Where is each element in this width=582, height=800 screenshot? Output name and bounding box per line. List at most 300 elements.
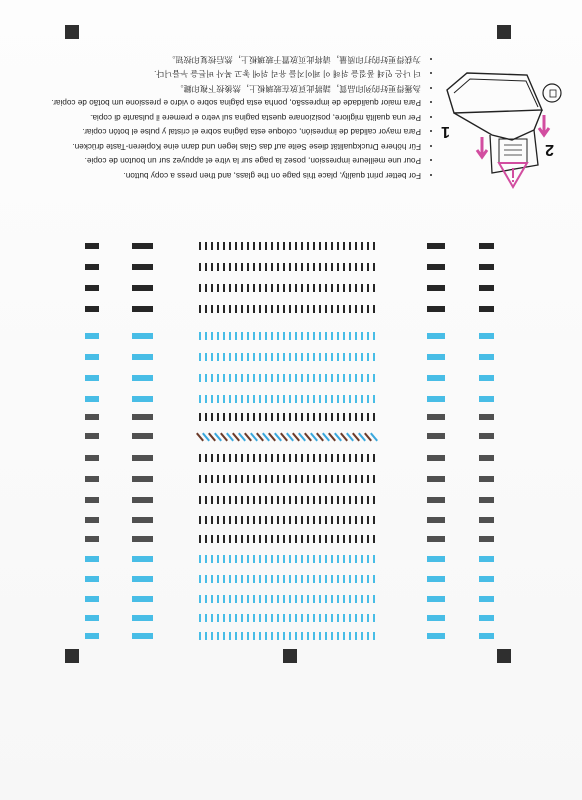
alignment-block <box>132 396 153 402</box>
alignment-bar <box>319 454 321 462</box>
alignment-bar <box>361 413 363 421</box>
alignment-bar <box>247 595 249 603</box>
alignment-bar <box>253 413 255 421</box>
alignment-bar <box>343 535 345 543</box>
alignment-bar <box>277 516 279 524</box>
alignment-bar <box>259 475 261 483</box>
alignment-bar <box>265 353 267 361</box>
alignment-bar <box>211 332 213 340</box>
alignment-block <box>427 633 445 639</box>
alignment-bar <box>205 555 207 563</box>
alignment-block <box>132 517 153 523</box>
alignment-block <box>132 455 153 461</box>
alignment-bar <box>253 374 255 382</box>
alignment-bar <box>265 516 267 524</box>
alignment-bar <box>325 535 327 543</box>
alignment-bar <box>265 632 267 640</box>
alignment-bar <box>355 242 357 250</box>
alignment-bar <box>319 575 321 583</box>
alignment-bar <box>259 614 261 622</box>
alignment-bar <box>319 595 321 603</box>
instruction-pt: • Para maior qualidade de impressão, ponha esta página sobre o vidro e pressione um botão de copiar. <box>88 95 421 110</box>
alignment-bar <box>301 555 303 563</box>
alignment-bar <box>253 332 255 340</box>
alignment-bar <box>199 305 201 313</box>
alignment-bar <box>337 413 339 421</box>
alignment-block <box>479 333 494 339</box>
alignment-bar <box>229 374 231 382</box>
alignment-bar <box>355 305 357 313</box>
alignment-bar <box>361 374 363 382</box>
alignment-block <box>132 615 153 621</box>
alignment-bar <box>355 284 357 292</box>
alignment-bar <box>217 496 219 504</box>
alignment-bar <box>211 305 213 313</box>
alignment-bar <box>259 242 261 250</box>
alignment-bar <box>307 353 309 361</box>
alignment-bar <box>307 395 309 403</box>
alignment-block <box>132 576 153 582</box>
alignment-bar <box>223 475 225 483</box>
alignment-bar <box>355 395 357 403</box>
alignment-bar <box>277 454 279 462</box>
alignment-bar <box>319 305 321 313</box>
alignment-bar <box>373 353 375 361</box>
alignment-bar <box>229 242 231 250</box>
alignment-bar <box>271 305 273 313</box>
alignment-bar <box>199 374 201 382</box>
alignment-bar <box>217 284 219 292</box>
alignment-block <box>479 576 494 582</box>
alignment-block <box>427 615 445 621</box>
alignment-bar <box>247 395 249 403</box>
alignment-bar <box>331 475 333 483</box>
alignment-bar <box>241 516 243 524</box>
alignment-bar <box>367 413 369 421</box>
alignment-bar <box>355 575 357 583</box>
alignment-bar <box>301 353 303 361</box>
alignment-bar <box>211 496 213 504</box>
alignment-bar <box>235 395 237 403</box>
alignment-bar <box>367 242 369 250</box>
alignment-bar <box>307 496 309 504</box>
alignment-bar <box>259 305 261 313</box>
alignment-bar <box>307 242 309 250</box>
alignment-block <box>132 243 153 249</box>
alignment-bar <box>301 535 303 543</box>
instruction-it: • Per una qualità migliore, posizionare questa pagina sul vetro e premere il pulsante di copia. <box>88 110 421 125</box>
alignment-bar <box>337 305 339 313</box>
alignment-block <box>85 243 99 249</box>
alignment-bar <box>313 263 315 271</box>
alignment-bar <box>343 353 345 361</box>
alignment-bar <box>331 614 333 622</box>
alignment-bar <box>277 496 279 504</box>
alignment-block <box>479 455 494 461</box>
alignment-bar <box>205 353 207 361</box>
alignment-bar <box>337 395 339 403</box>
alignment-bar <box>211 413 213 421</box>
alignment-bar <box>229 632 231 640</box>
alignment-bar <box>301 632 303 640</box>
alignment-bar <box>235 263 237 271</box>
alignment-bar <box>229 475 231 483</box>
alignment-bar <box>373 374 375 382</box>
alignment-bar <box>313 535 315 543</box>
alignment-bar <box>217 614 219 622</box>
alignment-bar <box>241 632 243 640</box>
alignment-bar <box>343 595 345 603</box>
alignment-bar <box>301 374 303 382</box>
alignment-bar <box>295 454 297 462</box>
alignment-block <box>85 497 99 503</box>
alignment-bar <box>277 242 279 250</box>
alignment-bar <box>355 263 357 271</box>
alignment-bar <box>247 454 249 462</box>
alignment-bar <box>265 595 267 603</box>
alignment-bar <box>367 614 369 622</box>
alignment-bar <box>247 332 249 340</box>
alignment-bar <box>235 632 237 640</box>
alignment-bar <box>235 555 237 563</box>
alignment-bar <box>235 575 237 583</box>
alignment-bar <box>289 374 291 382</box>
alignment-bar <box>235 305 237 313</box>
alignment-bar <box>301 454 303 462</box>
alignment-bar <box>349 353 351 361</box>
alignment-bar <box>271 454 273 462</box>
alignment-bar <box>235 496 237 504</box>
alignment-bar <box>337 263 339 271</box>
alignment-bar <box>349 555 351 563</box>
alignment-bar <box>205 475 207 483</box>
alignment-bar <box>331 353 333 361</box>
alignment-bar <box>283 374 285 382</box>
alignment-bar <box>259 332 261 340</box>
alignment-bar <box>289 263 291 271</box>
alignment-bar <box>199 263 201 271</box>
alignment-bar <box>367 575 369 583</box>
alignment-bar <box>319 516 321 524</box>
instruction-de: • Für höhere Druckqualität diese Seite auf das Glas legen und dann eine Kopieren-Taste drücken. <box>88 139 421 154</box>
alignment-bar <box>265 535 267 543</box>
alignment-bar <box>295 595 297 603</box>
alignment-bar <box>361 535 363 543</box>
alignment-bar <box>235 353 237 361</box>
alignment-bar <box>337 475 339 483</box>
alignment-bar <box>241 263 243 271</box>
alignment-bar <box>349 614 351 622</box>
alignment-bar <box>289 496 291 504</box>
alignment-bar <box>325 305 327 313</box>
alignment-bar <box>349 575 351 583</box>
alignment-bar <box>217 305 219 313</box>
alignment-bar <box>223 332 225 340</box>
alignment-block <box>85 285 99 291</box>
alignment-block <box>132 264 153 270</box>
alignment-block <box>427 354 445 360</box>
alignment-bar <box>289 614 291 622</box>
alignment-bar <box>361 395 363 403</box>
alignment-bar <box>343 242 345 250</box>
alignment-bar <box>361 575 363 583</box>
alignment-bar <box>295 516 297 524</box>
alignment-block <box>132 476 153 482</box>
alignment-bar <box>205 284 207 292</box>
alignment-bar <box>229 413 231 421</box>
alignment-bar <box>205 413 207 421</box>
alignment-bar <box>355 535 357 543</box>
alignment-bar <box>259 374 261 382</box>
alignment-bar <box>361 496 363 504</box>
alignment-block <box>85 333 99 339</box>
alignment-bar <box>331 263 333 271</box>
alignment-bar <box>271 353 273 361</box>
alignment-block <box>427 476 445 482</box>
alignment-block <box>132 285 153 291</box>
alignment-bar <box>337 535 339 543</box>
alignment-bar <box>361 305 363 313</box>
alignment-bar <box>319 632 321 640</box>
alignment-bar <box>271 284 273 292</box>
alignment-bar <box>235 595 237 603</box>
alignment-bar <box>265 413 267 421</box>
alignment-bar <box>295 395 297 403</box>
alignment-bar <box>277 614 279 622</box>
alignment-bar <box>217 575 219 583</box>
alignment-bar <box>307 575 309 583</box>
alignment-bar <box>235 614 237 622</box>
alignment-bar <box>355 413 357 421</box>
alignment-bar <box>295 535 297 543</box>
alignment-block <box>85 414 99 420</box>
alignment-block <box>427 576 445 582</box>
alignment-block <box>85 354 99 360</box>
alignment-block <box>85 476 99 482</box>
alignment-bar <box>253 475 255 483</box>
alignment-block <box>85 517 99 523</box>
alignment-bar <box>355 496 357 504</box>
alignment-bar <box>247 413 249 421</box>
alignment-bar <box>361 263 363 271</box>
alignment-bar <box>235 242 237 250</box>
alignment-bar <box>253 595 255 603</box>
alignment-block <box>479 556 494 562</box>
alignment-bar <box>343 284 345 292</box>
alignment-bar <box>217 555 219 563</box>
alignment-bar <box>211 595 213 603</box>
alignment-block <box>427 497 445 503</box>
alignment-bar <box>283 595 285 603</box>
alignment-bar <box>265 454 267 462</box>
alignment-bar <box>217 374 219 382</box>
alignment-bar <box>199 353 201 361</box>
alignment-bar <box>289 353 291 361</box>
alignment-block <box>132 596 153 602</box>
alignment-bar <box>247 284 249 292</box>
alignment-bar <box>349 535 351 543</box>
alignment-bar <box>223 374 225 382</box>
instruction-zh-tw: • 為獲得更好的列印品質，請將此頁放在玻璃板上，然後按下複印鍵。 <box>88 81 421 96</box>
alignment-bar <box>313 454 315 462</box>
alignment-bar <box>319 332 321 340</box>
alignment-bar <box>295 475 297 483</box>
alignment-bar <box>223 284 225 292</box>
alignment-bar <box>277 555 279 563</box>
alignment-bar <box>367 535 369 543</box>
alignment-bar <box>241 413 243 421</box>
alignment-bar <box>253 496 255 504</box>
alignment-bar <box>337 575 339 583</box>
alignment-block <box>479 536 494 542</box>
alignment-bar <box>283 516 285 524</box>
alignment-bar <box>301 305 303 313</box>
alignment-bar <box>331 575 333 583</box>
alignment-bar <box>229 555 231 563</box>
alignment-bar <box>337 632 339 640</box>
alignment-bar <box>265 614 267 622</box>
alignment-bar <box>241 374 243 382</box>
alignment-block <box>85 375 99 381</box>
alignment-bar <box>331 413 333 421</box>
alignment-block <box>479 264 494 270</box>
alignment-block <box>85 576 99 582</box>
alignment-bar <box>217 632 219 640</box>
alignment-bar <box>307 284 309 292</box>
alignment-bar <box>199 496 201 504</box>
alignment-bar <box>355 374 357 382</box>
alignment-bar <box>349 242 351 250</box>
alignment-bar <box>295 632 297 640</box>
alignment-bar <box>295 284 297 292</box>
alignment-bar <box>223 632 225 640</box>
alignment-bar <box>307 555 309 563</box>
alignment-bar <box>319 496 321 504</box>
alignment-bar <box>253 575 255 583</box>
alignment-bar <box>343 395 345 403</box>
alignment-bar <box>247 496 249 504</box>
alignment-bar <box>205 535 207 543</box>
alignment-bar <box>247 535 249 543</box>
alignment-bar <box>367 516 369 524</box>
alignment-bar <box>325 284 327 292</box>
alignment-bar <box>283 413 285 421</box>
alignment-bar <box>271 395 273 403</box>
alignment-bar <box>301 395 303 403</box>
alignment-bar <box>319 374 321 382</box>
alignment-bar <box>373 516 375 524</box>
alignment-bar <box>247 263 249 271</box>
alignment-bar <box>349 475 351 483</box>
alignment-bar <box>241 353 243 361</box>
alignment-bar <box>265 395 267 403</box>
alignment-bar <box>325 413 327 421</box>
alignment-bar <box>277 395 279 403</box>
alignment-block <box>479 633 494 639</box>
alignment-bar <box>247 475 249 483</box>
alignment-bar <box>313 516 315 524</box>
alignment-bar <box>217 242 219 250</box>
alignment-bar <box>343 413 345 421</box>
alignment-block <box>479 354 494 360</box>
alignment-bar <box>325 353 327 361</box>
alignment-bar <box>217 454 219 462</box>
instruction-es: • Para mayor calidad de impresión, coloque esta página sobre el cristal y pulse el botón copiar. <box>88 124 421 139</box>
alignment-bar <box>289 575 291 583</box>
alignment-bar <box>289 632 291 640</box>
alignment-bar <box>331 555 333 563</box>
alignment-block <box>479 476 494 482</box>
alignment-bar <box>331 305 333 313</box>
alignment-bar <box>205 614 207 622</box>
alignment-bar <box>199 242 201 250</box>
alignment-bar <box>355 614 357 622</box>
alignment-block <box>427 396 445 402</box>
alignment-bar <box>319 555 321 563</box>
alignment-bar <box>367 305 369 313</box>
alignment-bar <box>205 496 207 504</box>
alignment-bar <box>265 332 267 340</box>
alignment-bar <box>229 395 231 403</box>
alignment-block <box>427 414 445 420</box>
alignment-bar <box>355 454 357 462</box>
alignment-bar <box>211 575 213 583</box>
alignment-bar <box>331 395 333 403</box>
alignment-bar <box>247 614 249 622</box>
alignment-block <box>85 536 99 542</box>
alignment-bar <box>199 332 201 340</box>
alignment-bar <box>361 332 363 340</box>
alignment-bar <box>325 614 327 622</box>
alignment-bar <box>313 305 315 313</box>
alignment-bar <box>349 263 351 271</box>
alignment-bar <box>373 632 375 640</box>
alignment-bar <box>259 632 261 640</box>
alignment-block <box>132 556 153 562</box>
alignment-bar <box>277 475 279 483</box>
alignment-bar <box>289 332 291 340</box>
alignment-block <box>132 433 153 439</box>
alignment-bar <box>265 242 267 250</box>
alignment-bar <box>259 516 261 524</box>
alignment-block <box>427 285 445 291</box>
alignment-bar <box>355 475 357 483</box>
alignment-bar <box>241 284 243 292</box>
alignment-bar <box>229 454 231 462</box>
alignment-bar <box>211 516 213 524</box>
alignment-bar <box>325 496 327 504</box>
alignment-bar <box>295 263 297 271</box>
alignment-bar <box>331 535 333 543</box>
alignment-bar <box>325 332 327 340</box>
alignment-bar <box>223 555 225 563</box>
alignment-block <box>479 396 494 402</box>
alignment-bar <box>325 575 327 583</box>
alignment-block <box>479 433 494 439</box>
alignment-bar <box>349 516 351 524</box>
alignment-bar <box>361 516 363 524</box>
alignment-bar <box>211 284 213 292</box>
step-1-label: 1 <box>441 123 450 140</box>
alignment-bar <box>325 263 327 271</box>
alignment-block <box>132 306 153 312</box>
alignment-bar <box>367 454 369 462</box>
alignment-bar <box>229 284 231 292</box>
alignment-bar <box>325 595 327 603</box>
alignment-block <box>132 536 153 542</box>
alignment-bar <box>241 555 243 563</box>
alignment-bar <box>259 595 261 603</box>
